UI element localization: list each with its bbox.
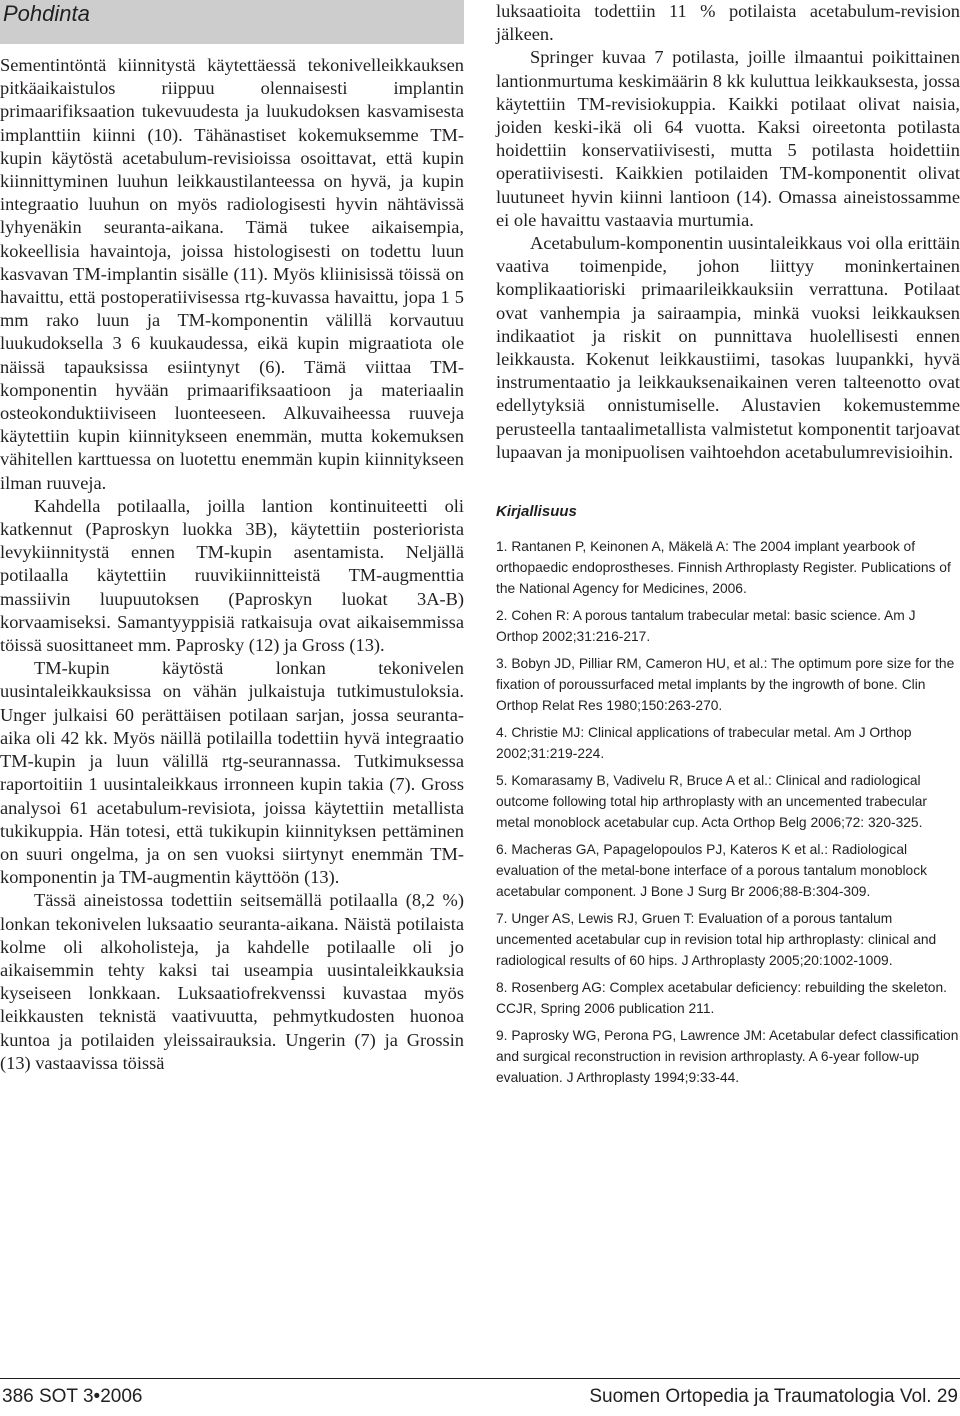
- footer-divider: [0, 1378, 960, 1379]
- body-paragraph: TM-kupin käytöstä lonkan tekonivelen uusintaleikkauksissa on vähän julkaistuja tutkimustuloksia. Unger julkaisi 60 perättäisen potilaan sarjan, jossa seuranta-aika oli 42 kk. Myös näillä potilailla todettiin hyvä integraatio TM-kupin ja luun välillä rtg-seurannassa. Tutkimuksessa raportoitiin 1 uusintaleikkaus irronneen kupin takia (7). Gross analysoi 61 acetabulum-revisiota, joissa käytettiin metallista tukikuppia. Hän totesi, että tukikupin kiinnityksen pettäminen on suuri ongelma, ja on sen vuoksi siirtynyt enemmän TM-komponentin ja TM-augmentin käyttöön (13).: [0, 658, 464, 888]
- body-paragraph: Tässä aineistossa todettiin seitsemällä potilaalla (8,2 %) lonkan tekonivelen luksaatio seuranta-aikana. Näistä potilaista kolme oli alkoholisteja, ja kahdelle potilaalle oli jo aikaisemmin tehty kaksi tai useampia uusintaleikkauksia kyseiseen lonkkaan. Luksaatiofrekvenssi kuvastaa myös leikkausten teknistä vaativuutta, pehmytkudosten huonoa kuntoa ja potilaiden yleissairauksia. Ungerin (7) ja Grossin (13) vastaavissa töissä: [0, 890, 464, 1073]
- reference-item: 4. Christie MJ: Clinical applications of trabecular metal. Am J Orthop 2002;31:219-224.: [496, 725, 912, 762]
- right-column: [496, 0, 960, 1094]
- references-heading: Kirjallisuus: [496, 503, 577, 521]
- reference-item: 6. Macheras GA, Papagelopoulos PJ, Kateros K et al.: Radiological evaluation of the metal-bone interface of a porous tantalum monoblock acetabular component. J Bone J Surg Br 2006;88-B:304-309.: [496, 842, 928, 900]
- left-column: [0, 0, 464, 1075]
- reference-item: 1. Rantanen P, Keinonen A, Mäkelä A: The 2004 implant yearbook of orthopaedic endoprostheses. Finnish Arthroplasty Register. Publications of the National Agency for Medicines, 2006.: [496, 539, 951, 597]
- reference-item: 8. Rosenberg AG: Complex acetabular deficiency: rebuilding the skeleton. CCJR, Spring 2006 publication 211.: [496, 980, 947, 1017]
- body-paragraph: luksaatioita todettiin 11 % potilaista acetabulum-revision jälkeen.: [496, 1, 960, 45]
- reference-item: 5. Komarasamy B, Vadivelu R, Bruce A et al.: Clinical and radiological outcome following total hip arthroplasty with an uncemented trabecular metal monoblock acetabular cup. Acta Orthop Belg 2006;72: 320-325.: [496, 773, 928, 831]
- reference-item: 9. Paprosky WG, Perona PG, Lawrence JM: Acetabular defect classification and surgical reconstruction in revision arthroplasty. A 6-year follow-up evaluation. J Arthroplasty 1994;9:33-44.: [496, 1028, 959, 1086]
- references-list: [496, 536, 960, 1088]
- footer-issue: 386 SOT 3•2006: [2, 1386, 143, 1407]
- reference-item: 7. Unger AS, Lewis RJ, Gruen T: Evaluation of a porous tantalum uncemented acetabular cup in revision total hip arthroplasty: clinical and radiological results of 60 hips. J Arthroplasty 2005;20:1002-1009.: [496, 911, 937, 969]
- reference-item: 3. Bobyn JD, Pilliar RM, Cameron HU, et al.: The optimum pore size for the fixation of poroussurfaced metal implants by the ingrowth of bone. Clin Orthop Relat Res 1980;150:263-270.: [496, 656, 955, 714]
- section-title: Pohdinta: [0, 0, 464, 44]
- body-paragraph: Springer kuvaa 7 potilasta, joille ilmaantui poikittainen lantionmurtuma keskimäärin 8 kk kuluttua leikkauksesta, jossa käytettiin TM-revisiokuppia. Kaikki potilaat olivat naisia, joiden keski-ikä oli 64 vuotta. Kaksi oireetonta potilasta hoidettiin konservatiivisesti, mutta 5 potilasta hoidettiin operatiivisesti. Kaikkien potilaiden TM-komponentit olivat luutuneet hyvin kiinni lantioon (14). Omassa aineistossamme ei ole havaittu vastaavia murtumia.: [496, 47, 960, 230]
- reference-item: 2. Cohen R: A porous tantalum trabecular metal: basic science. Am J Orthop 2002;31:216-217.: [496, 608, 916, 645]
- body-paragraph: Sementintöntä kiinnitystä käytettäessä tekonivelleikkauksen pitkäaikaistulos riippuu olennaisesti implantin primaarifiksaation tukevuudesta ja luukudoksen kasvamisesta implanttiin kiinni (10). Tähänastiset kokemuksemme TM-kupin käytöstä acetabulum-revisioissa osoittavat, että kupin kiinnittyminen luuhun leikkaustilanteessa on hyvä, ja kupin integraatio luuhun on myös radiologisesti hyvin nähtävissä lyhyenäkin seuranta-aikana. Tämä tukee aikaisempia, kokeellisia havaintoja, joissa histologisesti on todettu luun kasvavan TM-implantin sisälle (11). Myös kliinisissä töissä on havaittu, että postoperatiivisessa rtg-kuvassa havaittu, jopa 1 5 mm rako luun ja TM-komponentin välillä korvautuu luukudoksella 3 6 kuukaudessa, eikä kupin migraatiota ole näissä tapauksissa esiintynyt (6). Tämä viittaa TM-komponentin hyvään primaarifiksaatioon ja materiaalin osteokonduktiiviseen luonteeseen. Alkuvaiheessa ruuveja käytettiin kupin kiinnitykseen enemmän, mutta kokemuksen vähitellen karttuessa on luotettu enemmän kupin kiinnitykseen ilman ruuveja.: [0, 55, 464, 493]
- body-paragraph: Kahdella potilaalla, joilla lantion kontinuiteetti oli katkennut (Paproskyn luokka 3B), käytettiin posteriorista levykiinnitystä ennen TM-kupin asentamista. Neljällä potilaalla käytettiin ruuvikiinnitteistä TM-augmenttia massiivin luupuutoksen (Paproskyn luokat 3A-B) korvaamiseksi. Samantyyppisiä ratkaisuja ovat aikaisemmissa töissä suosittaneet mm. Paprosky (12) ja Gross (13).: [0, 495, 464, 656]
- body-paragraph: Acetabulum-komponentin uusintaleikkaus voi olla erittäin vaativa toimenpide, johon liittyy moninkertainen komplikaatioriski primaarileikkauksiin verrattuna. Potilaat ovat vanhempia ja sairaampia, minkä vuoksi leikkauksen indikaatiot ja riskit on punnittava huolellisesti ennen leikkausta. Kokenut leikkaustiimi, tasokas luupankki, hyvä instrumentaatio ja leikkauksenaikainen veren talteenotto ovat edellytyksiä onnistumiselle. Alustavien kokemustemme perusteella tantaalimetallista valmistetut komponentit tarjoavat lupaavan ja monipuolisen vaihtoehdon acetabulumrevisioihin.: [496, 233, 960, 462]
- footer-journal-title: Suomen Ortopedia ja Traumatologia Vol. 29: [589, 1386, 958, 1407]
